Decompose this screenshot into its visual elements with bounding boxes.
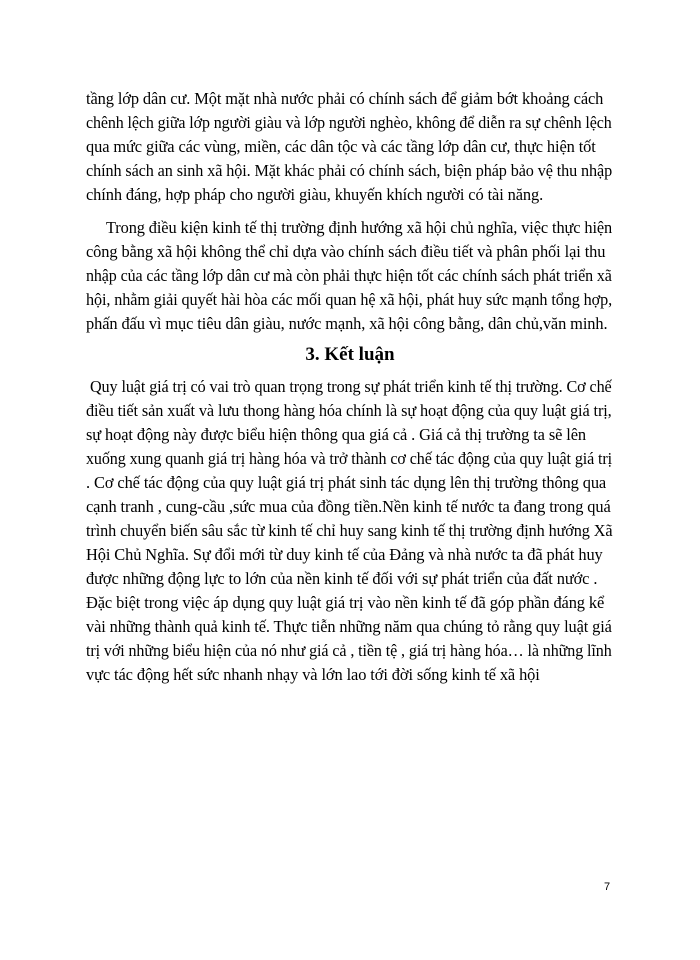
text-line: xuống xung quanh giá trị hàng hóa và trở thành cơ chế tác động của quy luật giá trị xyxy=(86,449,613,468)
text-line: chính đáng, hợp pháp cho người giàu, khuyến khích người có tài năng. xyxy=(86,185,544,204)
text-line: nhập của các tầng lớp dân cư mà còn phải thực hiện tốt các chính sách phát triển xã xyxy=(86,266,612,285)
text-line: Trong điều kiện kinh tế thị trường định hướng xã hội chủ nghĩa, việc thực hiện xyxy=(106,218,613,237)
text-line: vực tác động hết sức nhanh nhạy và lớn lao tới đời sống kinh tế xã hội xyxy=(86,665,540,684)
text-line: qua mức giữa các vùng, miền, các dân tộc và các tầng lớp dân cư, thực hiện tốt xyxy=(86,137,596,156)
text-line: công bằng xã hội không thể chỉ dựa vào chính sách điều tiết và phân phối lại thu xyxy=(86,242,606,261)
text-line: chênh lệch giữa lớp người giàu và lớp người nghèo, không để diễn ra sự chênh lệch xyxy=(86,113,612,132)
text-line: sự hoạt động này được biểu hiện thông qua giá cả . Giá cả thị trường ta sẽ lên xyxy=(86,425,586,444)
text-line: cạnh tranh , cung-cầu ,sức mua của đồng tiền.Nền kinh tế nước ta đang trong quá xyxy=(86,497,611,516)
text-line: chính sách an sinh xã hội. Mặt khác phải có chính sách, biện pháp bảo vệ thu nhập xyxy=(86,161,613,180)
text-line: . Cơ chế tác động của quy luật giá trị phát sinh tác dụng lên thị trường thông qua xyxy=(86,473,607,492)
text-line: trị với những biểu hiện của nó như giá cả , tiền tệ , giá trị hàng hóa… là những lĩnh xyxy=(86,641,612,660)
text-line: được những động lực to lớn của nền kinh tế đối với sự phát triển của đất nước . xyxy=(86,569,598,588)
text-line: Hội Chủ Nghĩa. Sự đổi mới từ duy kinh tế của Đảng và nhà nước ta đã phát huy xyxy=(86,545,603,564)
page-number: 7 xyxy=(604,881,611,893)
text-line: hội, nhằm giải quyết hài hòa các mối quan hệ xã hội, phát huy sức mạnh tổng hợp, xyxy=(86,290,613,309)
text-line: Đặc biệt trong việc áp dụng quy luật giá trị vào nền kinh tế đã góp phần đáng kể xyxy=(86,593,605,612)
text-line: phấn đấu vì mục tiêu dân giàu, nước mạnh, xã hội công bằng, dân chủ,văn minh. xyxy=(86,314,608,333)
text-line: vài những thành quả kinh tế. Thực tiễn những năm qua chúng tỏ rằng quy luật giá xyxy=(86,617,612,636)
section-heading: 3. Kết luận xyxy=(305,344,395,365)
text-line: tầng lớp dân cư. Một mặt nhà nước phải có chính sách để giảm bớt khoảng cách xyxy=(86,89,604,108)
text-line: Quy luật giá trị có vai trò quan trọng trong sự phát triển kinh tế thị trường. Cơ chế xyxy=(90,377,612,396)
text-line: điều tiết sản xuất và lưu thong hàng hóa chính là sự hoạt động của quy luật giá trị, xyxy=(86,401,612,420)
text-line: trình chuyển biến sâu sắc từ kinh tế chỉ huy sang kinh tế thị trường định hướng Xã xyxy=(86,521,613,540)
